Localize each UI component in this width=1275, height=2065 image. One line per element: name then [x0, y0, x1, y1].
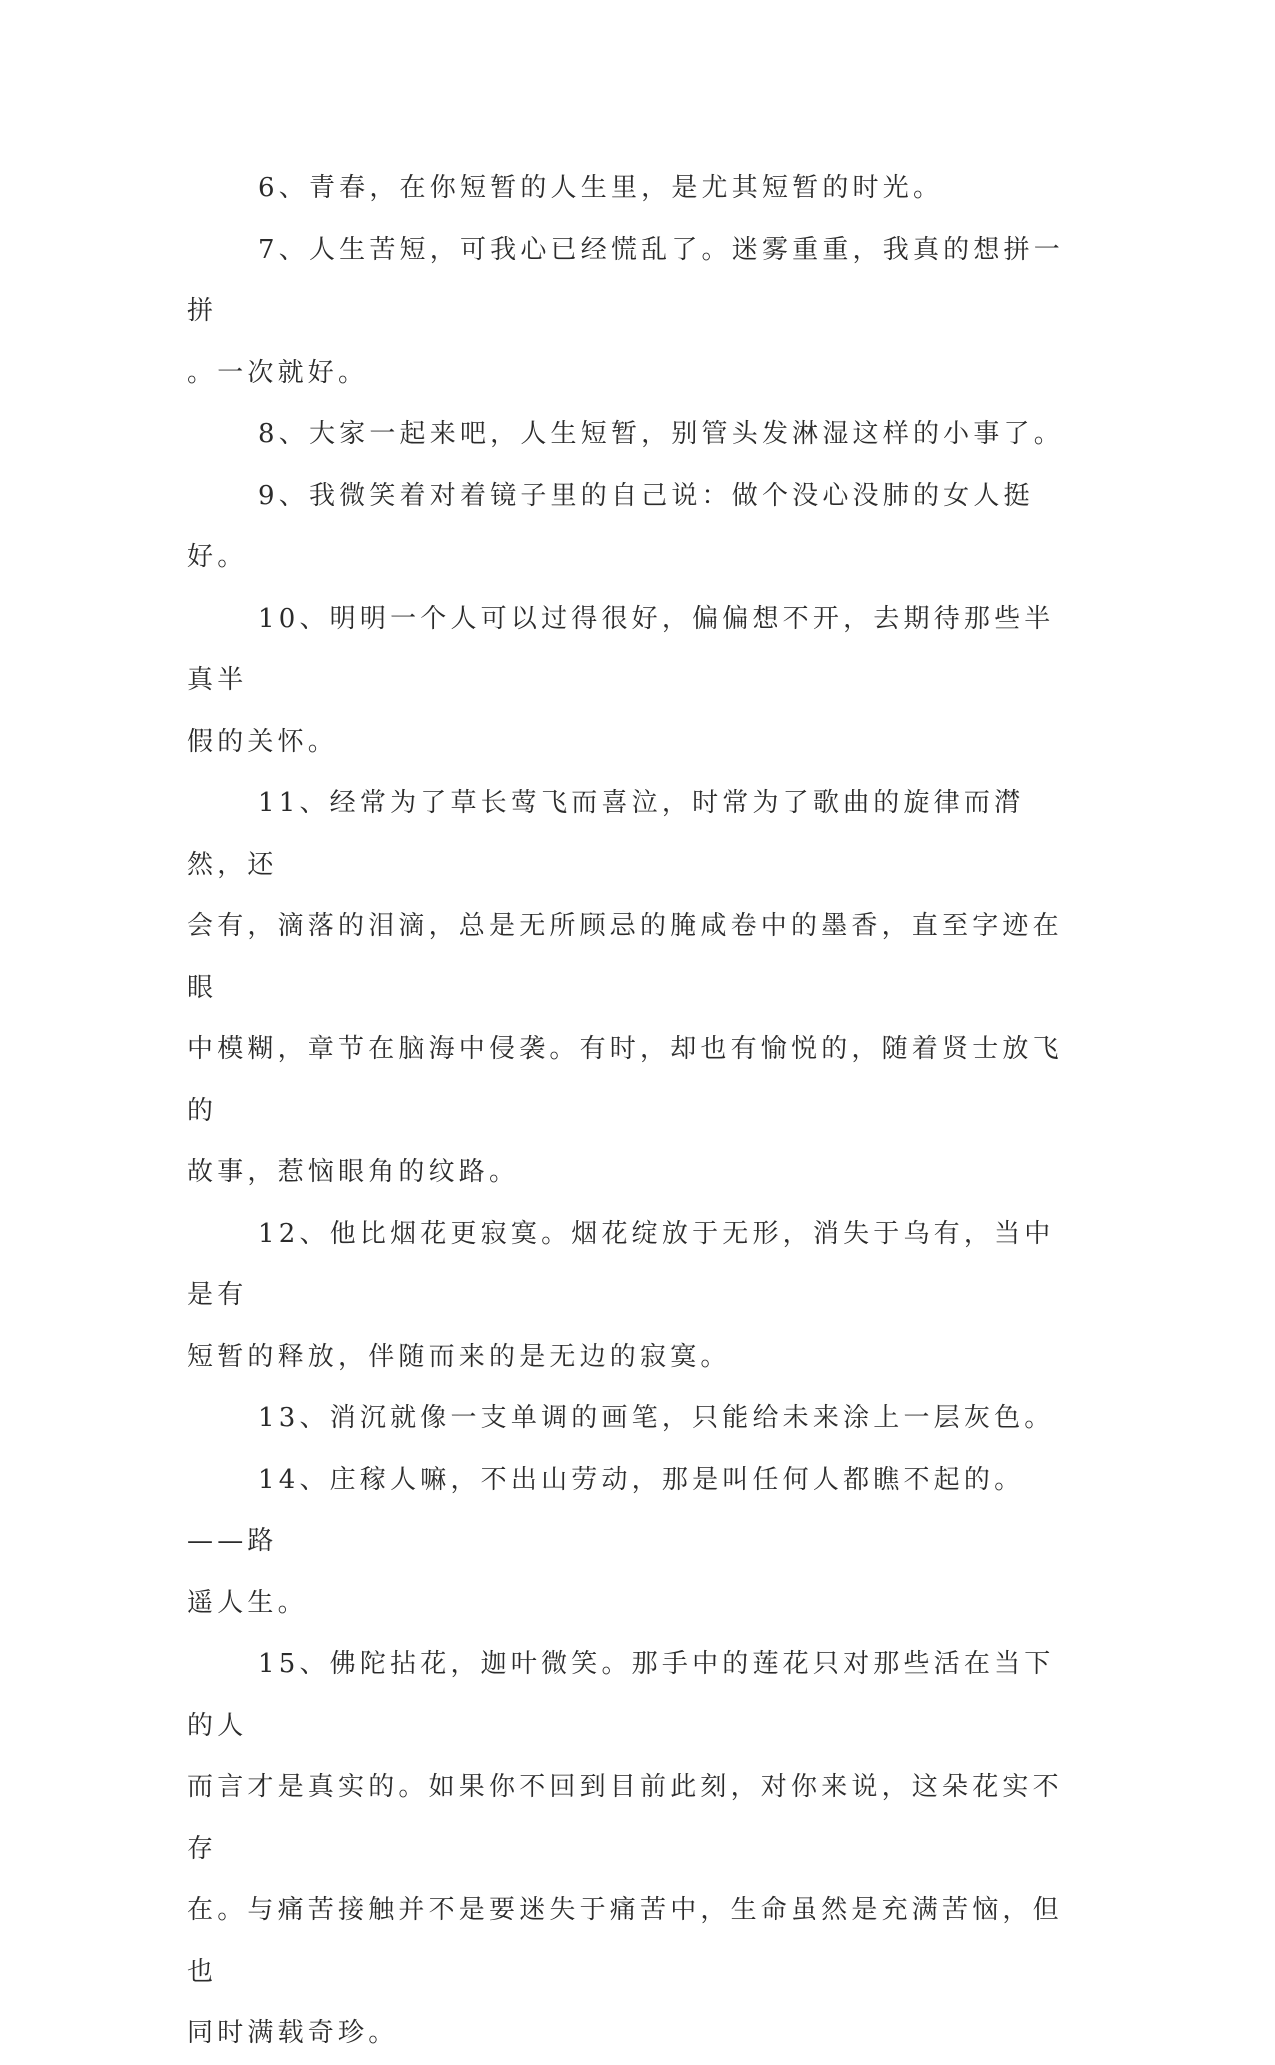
paragraph-8: 8、大家一起来吧，人生短暂，别管头发淋湿这样的小事了。 — [258, 419, 1064, 449]
paragraph-14: 14、庄稼人嘛，不出山劳动，那是叫任何人都瞧不起的。——路 遥人生。 — [187, 1464, 1025, 1618]
paragraph-6: 6、青春，在你短暂的人生里，是尤其短暂的时光。 — [258, 173, 944, 203]
paragraph-9: 9、我微笑着对着镜子里的自己说：做个没心没肺的女人挺好。 — [187, 480, 1034, 572]
paragraph-13: 13、消沉就像一支单调的画笔，只能给未来涂上一层灰色。 — [258, 1403, 1055, 1433]
paragraph-10: 10、明明一个人可以过得很好，偏偏想不开，去期待那些半真半 假的关怀。 — [187, 603, 1055, 757]
paragraph-15: 15、佛陀拈花，迦叶微笑。那手中的莲花只对那些活在当下的人 而言才是真实的。如果你不回到目前此刻，对你来说，这朵花实不存 在。与痛苦接触并不是要迷失于痛苦中，生命虽然是充满苦恼，但也 同时满载奇珍。 — [187, 1649, 1063, 2048]
document-body — [187, 158, 1067, 2065]
paragraph-7: 7、人生苦短，可我心已经慌乱了。迷雾重重，我真的想拼一拼 。一次就好。 — [187, 234, 1064, 388]
paragraph-12: 12、他比烟花更寂寞。烟花绽放于无形，消失于乌有，当中是有 短暂的释放，伴随而来的是无边的寂寞。 — [187, 1218, 1055, 1372]
paragraph-11: 11、经常为了草长莺飞而喜泣，时常为了歌曲的旋律而潸然，还 会有，滴落的泪滴，总是无所顾忌的腌咸卷中的墨香，直至字迹在眼 中模糊，章节在脑海中侵袭。有时，却也有愉悦的，随着贤士放飞的 故事，惹恼眼角的纹路。 — [187, 788, 1063, 1187]
